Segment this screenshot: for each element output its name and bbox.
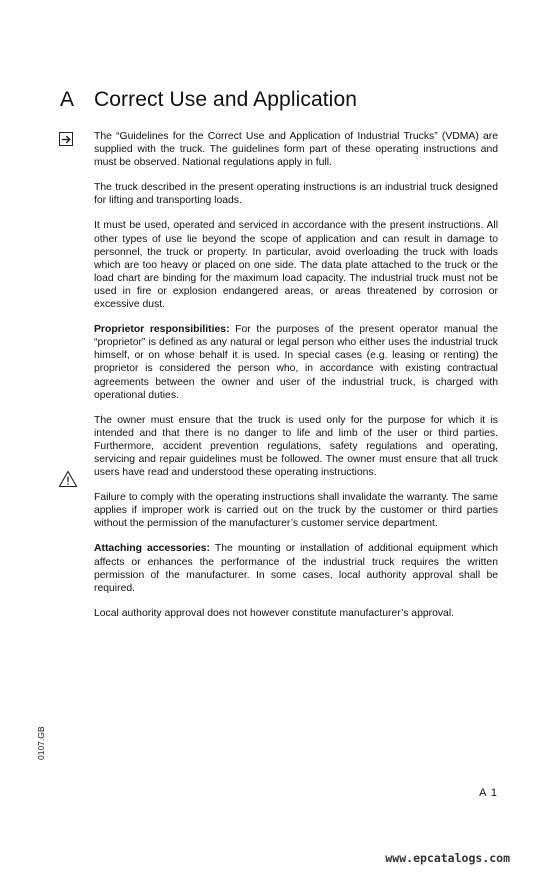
paragraph-authority-approval: Local authority approval does not however constitute manufacturer’s approval.: [94, 607, 455, 619]
page-title: [60, 88, 357, 112]
body-text: [94, 130, 498, 632]
paragraph-vdma-guidelines: The “Guidelines for the Correct Use and Application of Industrial Trucks” (VDMA) are supplied with the truck. The guidelines form part of these operating instructions and must be observed. National regulations apply in full.: [94, 131, 498, 169]
section-letter: A: [60, 88, 75, 111]
accessories-label: Attaching accessories:: [94, 543, 210, 555]
paragraph-truck-description: The truck described in the present operating instructions is an industrial truck designed for lifting and transporting loads.: [94, 182, 498, 207]
paragraph-attaching-accessories: [94, 542, 498, 594]
paragraph-intended-use: It must be used, operated and serviced in accordance with the present instructions. All other types of use lie beyond the scope of application and can result in damage to personnel, the truck or property. In particular, avoid overloading the truck with loads which are too heavy or placed on one side. The data plate attached to the truck or the load chart are binding for the maximum load capacity. The industrial truck must not be used in fire or explosion endangered areas, or areas threatened by corrosion or excessive dust.: [94, 220, 498, 311]
arrow-right-icon: [59, 132, 73, 146]
document-code: 0107.GB: [36, 726, 46, 760]
paragraph-owner-duties: The owner must ensure that the truck is used only for the purpose for which it is intended and that there is no danger to life and limb of the user or third parties. Furthermore, accident prevention regulations, safety regulations and operating, servicing and repair guidelines must be followed. The owner must ensure that all truck users have read and understood these operating instructions.: [94, 414, 498, 479]
section-title: Correct Use and Application: [94, 88, 358, 111]
page-number: A 1: [479, 787, 498, 799]
paragraph-proprietor-responsibilities: [94, 323, 498, 402]
warning-triangle-icon: [58, 470, 78, 488]
paragraph-warranty-warning: Failure to comply with the operating instructions shall invalidate the warranty. The same applies if improper work is carried out on the truck by the customer or third parties without the permission of the manufacturer’s customer service department.: [94, 492, 498, 530]
proprietor-label: Proprietor responsibilities:: [94, 324, 230, 336]
proprietor-text: For the purposes of the present operator manual the “proprietor” is defined as any natural or legal person who either uses the industrial truck himself, or on whose behalf it is used. In special cases (e.g. leasing or renting) the proprietor is considered the person who, in accordance with existing contractual agreements between the owner and user of the industrial truck, is charged with operational duties.: [94, 324, 499, 401]
accessories-text: The mounting or installation of additional equipment which affects or enhances the performance of the industrial truck requires the written permission of the manufacturer. In some cases, local authority approval shall be required.: [94, 543, 498, 594]
watermark: www.epcatalogs.com: [385, 851, 510, 865]
